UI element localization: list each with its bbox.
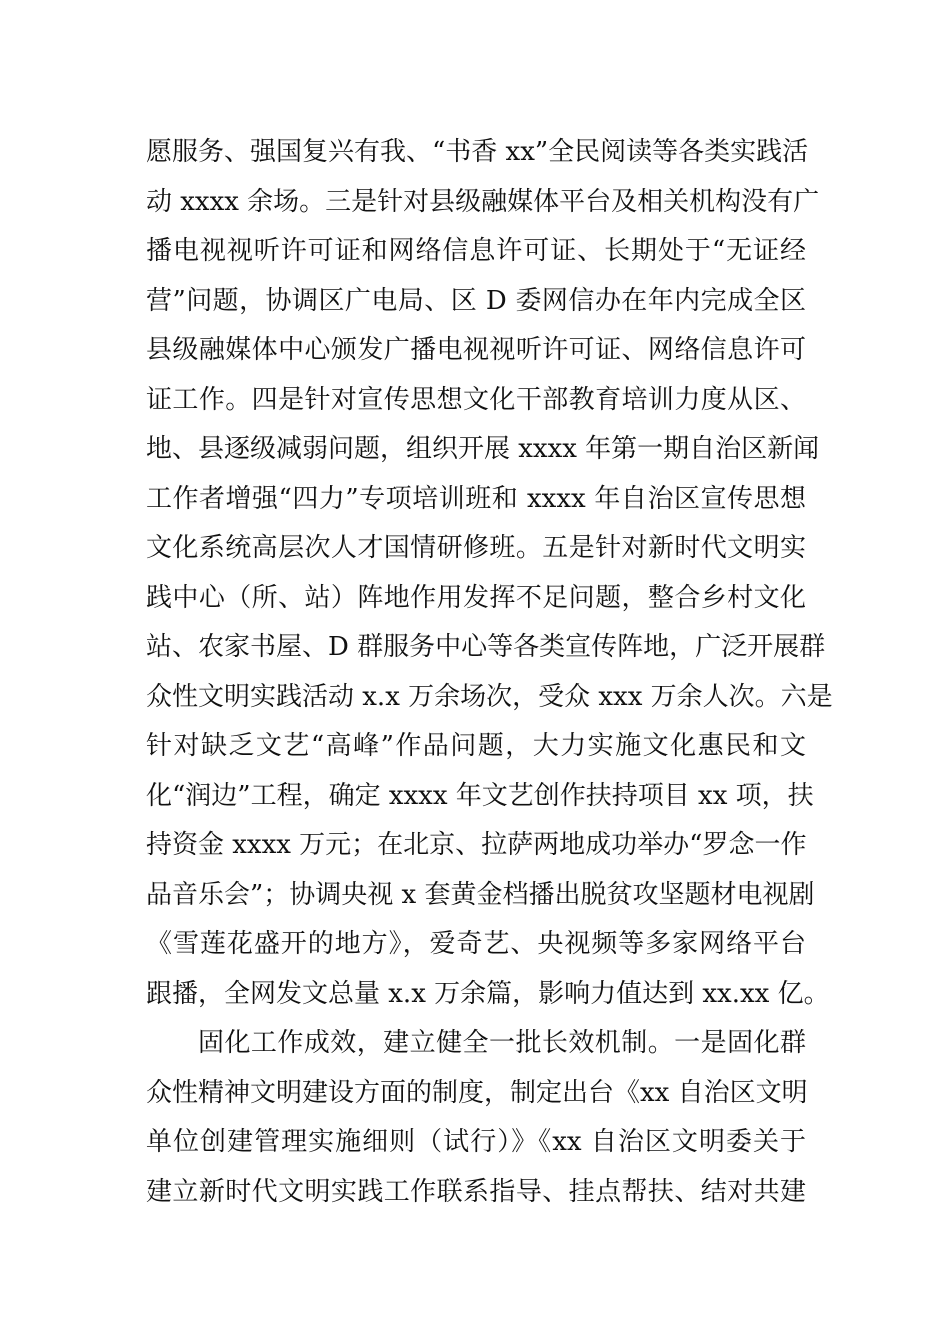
text-line: 工作者增强“四力”专项培训班和 xxxx 年自治区宣传思想 bbox=[146, 483, 806, 514]
text-line: 文化系统高层次人才国情研修班。五是针对新时代文明实 bbox=[146, 533, 806, 563]
text-line: 证工作。四是针对宣传思想文化干部教育培训力度从区、 bbox=[146, 384, 806, 415]
text-line: 化“润边”工程，确定 xxxx 年文艺创作扶持项目 xx 项，扶 bbox=[146, 780, 814, 811]
text-line: 众性文明实践活动 x.x 万余场次，受众 xxx 万余人次。六是 bbox=[146, 681, 833, 712]
paragraph-first-line: 固化工作成效，建立健全一批长效机制。一是固化群 bbox=[198, 1028, 806, 1058]
text-line: 单位创建管理实施细则（试行）》《xx 自治区文明委关于 bbox=[146, 1127, 806, 1157]
body-text bbox=[146, 128, 833, 1217]
text-line: 跟播，全网发文总量 x.x 万余篇，影响力值达到 xx.xx 亿。 bbox=[146, 978, 830, 1009]
text-line: 动 xxxx 余场。三是针对县级融媒体平台及相关机构没有广 bbox=[146, 186, 820, 217]
text-line: 持资金 xxxx 万元；在北京、拉萨两地成功举办“罗念一作 bbox=[146, 830, 807, 860]
text-line: 站、农家书屋、D 群服务中心等各类宣传阵地，广泛开展群 bbox=[146, 632, 826, 662]
text-line: 地、县逐级减弱问题，组织开展 xxxx 年第一期自治区新闻 bbox=[146, 434, 820, 464]
text-line: 愿服务、强国复兴有我、“书香 xx”全民阅读等各类实践活 bbox=[146, 137, 809, 167]
text-line: 践中心（所、站）阵地作用发挥不足问题，整合乡村文化 bbox=[146, 582, 806, 613]
text-line: 品音乐会”；协调央视 x 套黄金档播出脱贫攻坚题材电视剧 bbox=[146, 879, 815, 910]
text-line: 众性精神文明建设方面的制度，制定出台《xx 自治区文明 bbox=[146, 1077, 808, 1108]
text-line: 县级融媒体中心颁发广播电视视听许可证、网络信息许可 bbox=[146, 335, 806, 365]
text-line: 《雪莲花盛开的地方》，爱奇艺、央视频等多家网络平台 bbox=[146, 929, 806, 959]
text-line: 营”问题，协调区广电局、区 D 委网信办在年内完成全区 bbox=[146, 285, 806, 316]
text-line: 建立新时代文明实践工作联系指导、挂点帮扶、结对共建 bbox=[146, 1176, 806, 1207]
text-line: 播电视视听许可证和网络信息许可证、长期处于“无证经 bbox=[146, 236, 806, 266]
text-line: 针对缺乏文艺“高峰”作品问题，大力实施文化惠民和文 bbox=[146, 731, 806, 761]
